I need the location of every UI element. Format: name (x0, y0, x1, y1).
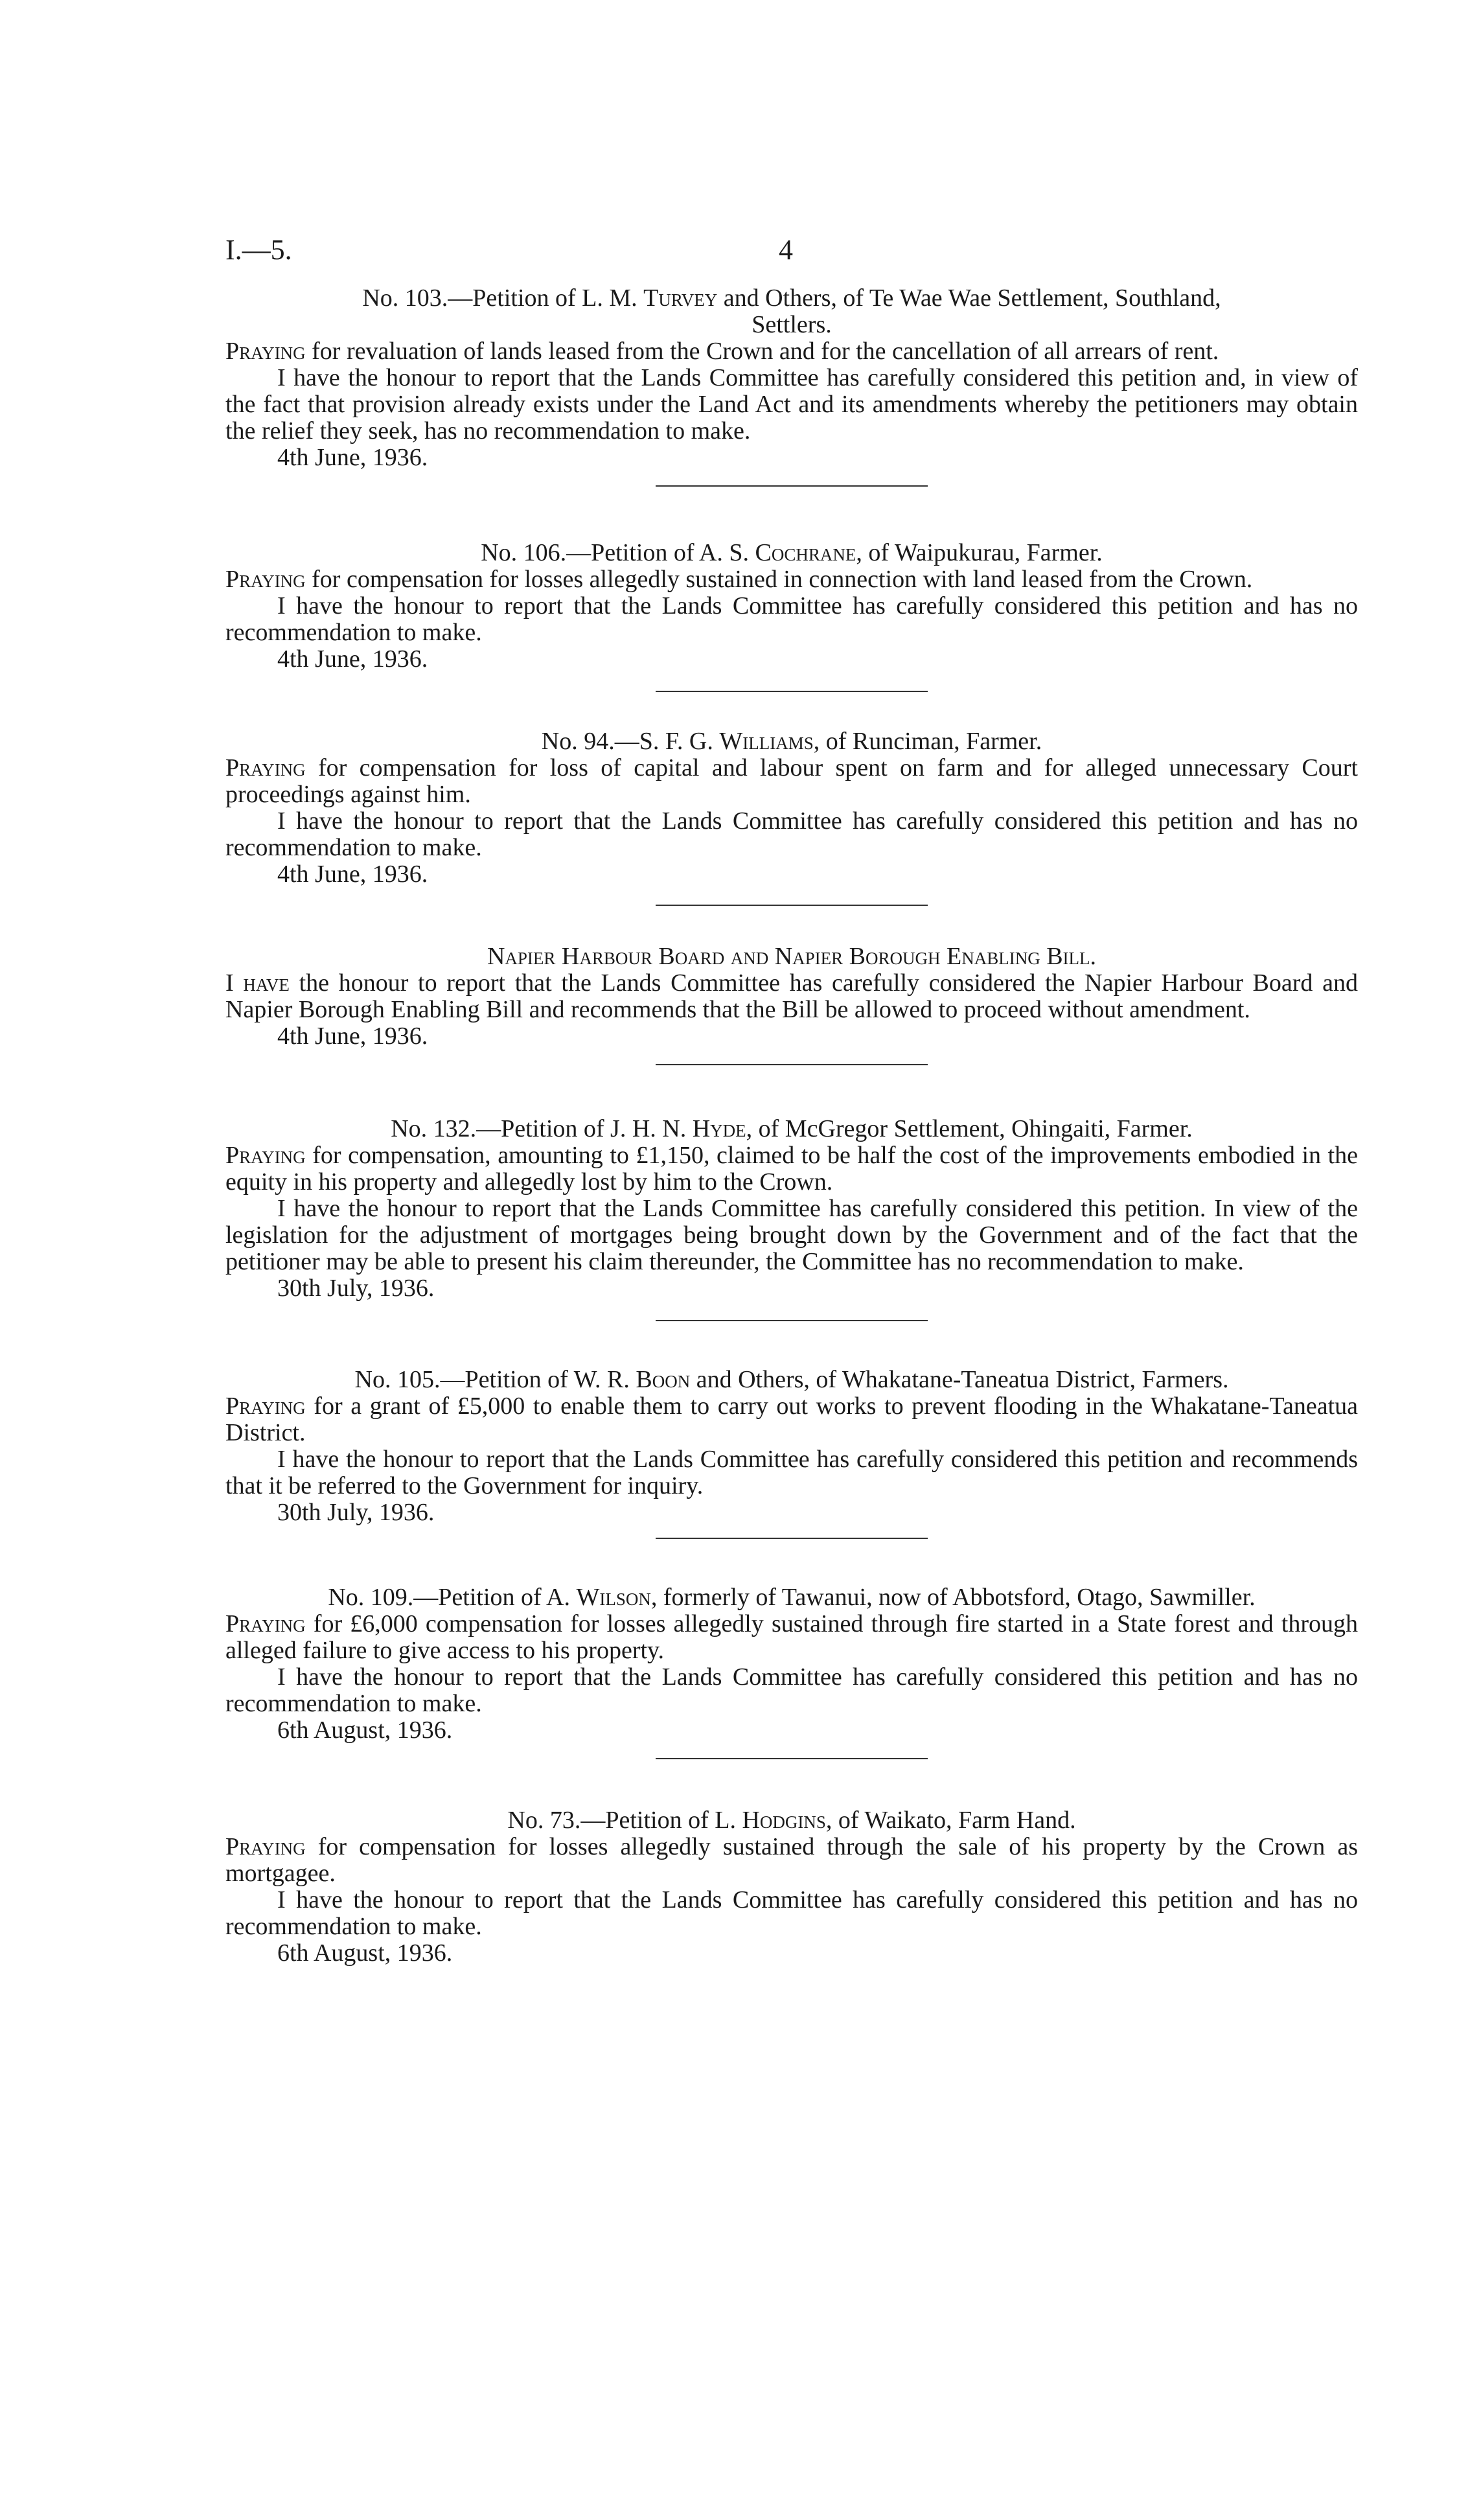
page-number: 4 (779, 234, 793, 266)
petitioner-name: Turvey (643, 284, 718, 312)
praying-paragraph: Praying for compensation for losses allegedly sustained in connection with land leased from the Crown. (225, 566, 1253, 593)
praying-paragraph: Praying for compensation for loss of capital and labour spent on farm and for alleged unnecessary Court proceedings against him. (225, 754, 1358, 808)
entry-heading: No. 106.—Petition of A. S. Cochrane, of Waipukurau, Farmer. (481, 539, 1103, 566)
page-reference: I.—5. (225, 234, 292, 266)
entry-date: 6th August, 1936. (277, 1717, 453, 1744)
praying-paragraph: Praying for compensation, amounting to £1,150, claimed to be half the cost of the improvements embodied in the equity in his property and allegedly lost by him to the Crown. (225, 1142, 1358, 1196)
report-paragraph: I have the honour to report that the Lands Committee has carefully considered the Napier Harbour Board and Napier Borough Enabling Bill and recommends that the Bill be allowed to proceed without amendment. (225, 969, 1358, 1023)
report-paragraph: I have the honour to report that the Lands Committee has carefully considered this petition and recommends that it be referred to the Government for inquiry. (225, 1446, 1358, 1499)
section-divider (656, 1320, 928, 1321)
entry-heading: No. 73.—Petition of L. Hodgins, of Waikato, Farm Hand. (507, 1807, 1076, 1834)
praying-paragraph: Praying for revaluation of lands leased from the Crown and for the cancellation of all arrears of rent. (225, 338, 1219, 365)
section-divider (656, 1538, 928, 1539)
entry-date: 30th July, 1936. (277, 1499, 435, 1526)
praying-paragraph: Praying for £6,000 compensation for losses allegedly sustained through fire started in a State forest and through alleged failure to give access to his property. (225, 1610, 1358, 1664)
entry-heading: No. 132.—Petition of J. H. N. Hyde, of McGregor Settlement, Ohingaiti, Farmer. (391, 1115, 1193, 1142)
entry-date: 30th July, 1936. (277, 1275, 435, 1302)
petitioner-name: Hodgins (742, 1807, 826, 1834)
report-paragraph: I have the honour to report that the Lands Committee has carefully considered this petition. In view of the legislation for the adjustment of mortgages being brought down by the Government and of the fact that the petitioner may be able to present his claim thereunder, the Committee has no recommendation to make. (225, 1195, 1358, 1275)
petitioner-name: Wilson (576, 1584, 651, 1611)
petition-entry (225, 1116, 1358, 1302)
entry-date: 4th June, 1936. (277, 645, 428, 673)
running-header (225, 233, 1358, 285)
bill-heading: Napier Harbour Board and Napier Borough Enabling Bill. (487, 943, 1097, 970)
section-divider (656, 1758, 928, 1759)
entry-heading: No. 94.—S. F. G. Williams, of Runciman, Farmer. (541, 728, 1042, 755)
petitioner-name: Cochrane (755, 539, 856, 566)
entry-heading: No. 109.—Petition of A. Wilson, formerly of Tawanui, now of Abbotsford, Otago, Sawmiller. (328, 1584, 1256, 1611)
entry-date: 4th June, 1936. (277, 444, 428, 471)
praying-paragraph: Praying for compensation for losses allegedly sustained through the sale of his property by the Crown as mortgagee. (225, 1833, 1358, 1887)
section-divider (656, 485, 928, 487)
report-paragraph: I have the honour to report that the Lands Committee has carefully considered this petition and has no recommendation to make. (225, 592, 1358, 646)
report-paragraph: I have the honour to report that the Lands Committee has carefully considered this petition and has no recommendation to make. (225, 1663, 1358, 1717)
praying-paragraph: Praying for a grant of £5,000 to enable them to carry out works to prevent flooding in the Whakatane-Taneatua District. (225, 1393, 1358, 1446)
bill-entry (225, 943, 1358, 1050)
petitioner-name: Williams (719, 728, 814, 755)
section-divider (656, 691, 928, 692)
entry-heading: No. 103.—Petition of L. M. Turvey and Others, of Te Wae Wae Settlement, Southland, Settlers. (362, 284, 1221, 338)
petition-entry (225, 728, 1358, 888)
petition-entry (225, 1584, 1358, 1744)
report-paragraph: I have the honour to report that the Lands Committee has carefully considered this petition and has no recommendation to make. (225, 1886, 1358, 1940)
petition-entry (225, 1807, 1358, 1967)
petition-entry (225, 285, 1358, 471)
entry-date: 6th August, 1936. (277, 1939, 453, 1967)
section-divider (656, 1064, 928, 1065)
document-page (225, 233, 1358, 1967)
report-paragraph: I have the honour to report that the Lands Committee has carefully considered this petition and has no recommendation to make. (225, 807, 1358, 861)
section-divider (656, 905, 928, 906)
petition-entry (225, 1367, 1358, 1526)
entry-date: 4th June, 1936. (277, 861, 428, 888)
report-paragraph: I have the honour to report that the Lands Committee has carefully considered this petition and, in view of the fact that provision already exists under the Land Act and its amendments whereby the petitioners may obtain the relief they seek, has no recommendation to make. (225, 364, 1358, 445)
petitioner-name: Boon (636, 1366, 691, 1393)
petitioner-name: Hyde (692, 1115, 746, 1142)
entry-heading: No. 105.—Petition of W. R. Boon and Others, of Whakatane-Taneatua District, Farmers. (354, 1366, 1229, 1393)
petition-entry (225, 540, 1358, 673)
entry-date: 4th June, 1936. (277, 1023, 428, 1050)
